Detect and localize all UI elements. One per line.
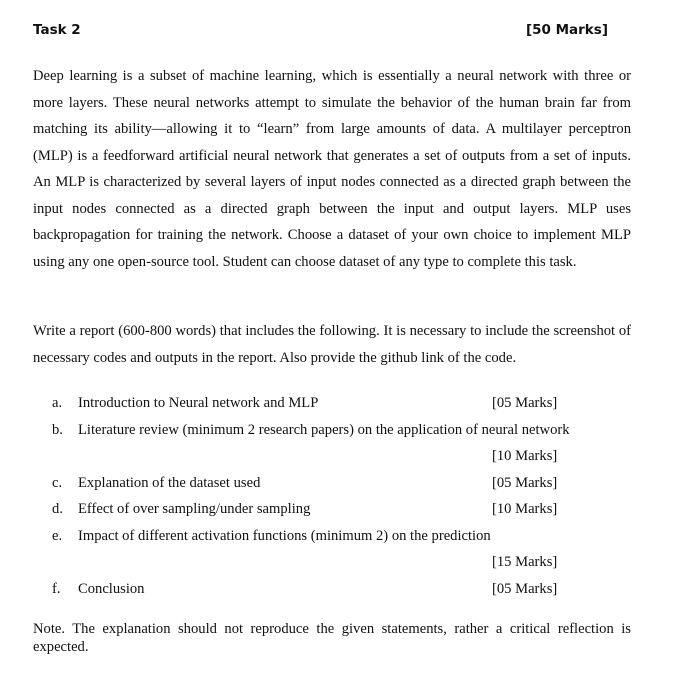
intro-paragraph: Deep learning is a subset of machine learning, which is essentially a neural network with three or more layers. These neural networks attempt to simulate the behavior of the human brain far from matching its ability—allowing it to “learn” from large amounts of data. A multilayer perceptron (MLP) is a feedforward artificial neural network that generates a set of outputs from a set of inputs. An MLP is characterized by several layers of input nodes connected as a directed graph between the input nodes connected as a directed graph between the input and output layers. MLP uses backpropagation for training the network. Choose a dataset of your own choice to implement MLP using any one open-source tool. Student can choose dataset of any type to complete this task. [33, 68, 631, 270]
item-marks: [05 Marks] [492, 580, 558, 597]
task-header [33, 22, 608, 38]
item-letter: a. [52, 395, 63, 411]
item-text: Introduction to Neural network and MLP [78, 395, 319, 411]
item-text: Impact of different activation functions (minimum 2) on the prediction [78, 527, 491, 544]
item-marks: [10 Marks] [492, 501, 558, 517]
item-text: Conclusion [78, 580, 145, 597]
list-item-marks-row [52, 549, 572, 576]
list-item [52, 390, 572, 417]
item-letter: f. [52, 580, 61, 597]
item-text: Effect of over sampling/under sampling [78, 501, 311, 517]
requirements-list [52, 390, 572, 602]
item-marks: [15 Marks] [492, 554, 558, 570]
list-item-marks-row [52, 443, 572, 470]
item-letter: e. [52, 527, 63, 544]
item-marks: [10 Marks] [492, 448, 558, 464]
item-marks: [05 Marks] [492, 395, 558, 411]
list-item [52, 523, 572, 550]
item-text: Literature review (minimum 2 research papers) on the application of neural network [78, 421, 570, 438]
list-item [52, 496, 572, 523]
item-letter: c. [52, 474, 63, 491]
list-item [52, 417, 572, 444]
item-letter: b. [52, 421, 63, 438]
instructions-paragraph: Write a report (600-800 words) that includes the following. It is necessary to include the screenshot of necessary codes and outputs in the report. Also provide the github link of the code. [33, 323, 631, 366]
list-item [52, 576, 572, 603]
item-marks: [05 Marks] [492, 474, 558, 491]
list-item [52, 470, 572, 497]
total-marks: [50 Marks] [525, 22, 608, 38]
item-text: Explanation of the dataset used [78, 474, 261, 491]
item-letter: d. [52, 501, 63, 517]
task-title: Task 2 [33, 22, 81, 38]
note-paragraph: Note. The explanation should not reproduce the given statements, rather a critical reflection is expected. [33, 621, 631, 655]
